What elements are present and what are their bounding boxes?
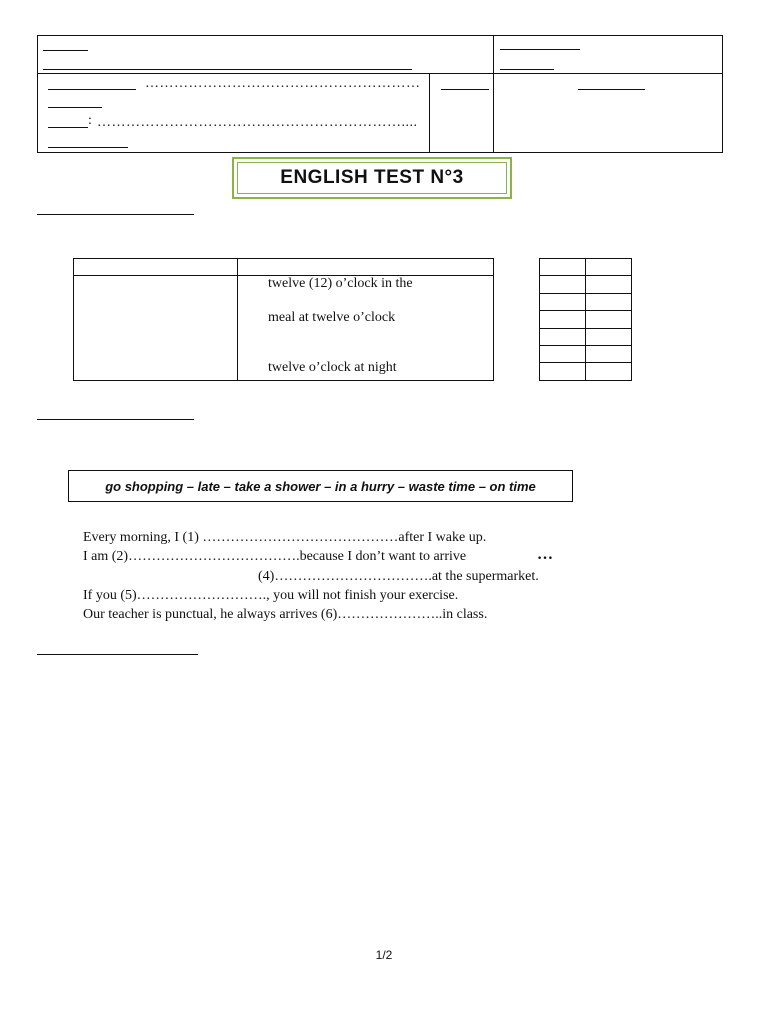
sentence-4[interactable]: (4)…………………………….at the supermarket. xyxy=(258,569,539,584)
exercise2-heading-line xyxy=(37,419,194,420)
class-label-line xyxy=(48,127,88,128)
class-dots[interactable]: ……………………………………………………….... xyxy=(97,115,418,130)
matching-table-divider xyxy=(237,258,238,381)
answer-grid-row-line xyxy=(539,293,632,294)
answer-grid-row-line xyxy=(539,362,632,363)
header-vertical-3 xyxy=(493,73,494,153)
answer-grid-row-line xyxy=(539,328,632,329)
sentence-1[interactable]: Every morning, I (1) ……………………………………after I wake up. xyxy=(83,530,487,545)
sentence-3-ellipsis: … xyxy=(537,546,553,563)
header-box xyxy=(37,35,723,153)
exercise3-heading-line xyxy=(37,654,198,655)
class-colon: : xyxy=(88,113,93,128)
name-dots[interactable]: ………………………………………………… xyxy=(145,76,421,91)
name-continue-line xyxy=(48,107,102,108)
header-vertical-1 xyxy=(493,35,494,74)
school-name-line[interactable] xyxy=(43,69,412,70)
header-divider xyxy=(37,73,723,74)
sentence-2[interactable]: I am (2)……………………………….because I don’t want to arrive xyxy=(83,549,467,564)
page-number: 1/2 xyxy=(375,948,393,962)
sentence-6[interactable]: Our teacher is punctual, he always arrives (6)…………………..in class. xyxy=(83,607,488,622)
answer-grid-row-line xyxy=(539,345,632,346)
word-box: go shopping – late – take a shower – in a hurry – waste time – on time xyxy=(68,470,573,502)
date-label-line xyxy=(500,49,580,50)
exercise1-heading-line xyxy=(37,214,194,215)
definition-2: meal at twelve o’clock xyxy=(268,310,396,325)
answer-grid-row-line xyxy=(539,275,632,276)
signature-label-line xyxy=(578,89,645,90)
school-label-line xyxy=(43,50,88,51)
page-title: ENGLISH TEST N°3 xyxy=(237,162,507,194)
answer-grid-row-line xyxy=(539,310,632,311)
name-label-line xyxy=(48,89,136,90)
definition-3: twelve o’clock at night xyxy=(268,360,397,375)
title-frame xyxy=(232,157,512,199)
mark-label-line xyxy=(441,89,489,90)
header-vertical-2 xyxy=(429,73,430,153)
definition-1: twelve (12) o’clock in the xyxy=(268,276,413,291)
sentence-5[interactable]: If you (5)………………………., you will not finish your exercise. xyxy=(83,588,459,603)
date-value-line[interactable] xyxy=(500,69,554,70)
number-label-line xyxy=(48,147,128,148)
